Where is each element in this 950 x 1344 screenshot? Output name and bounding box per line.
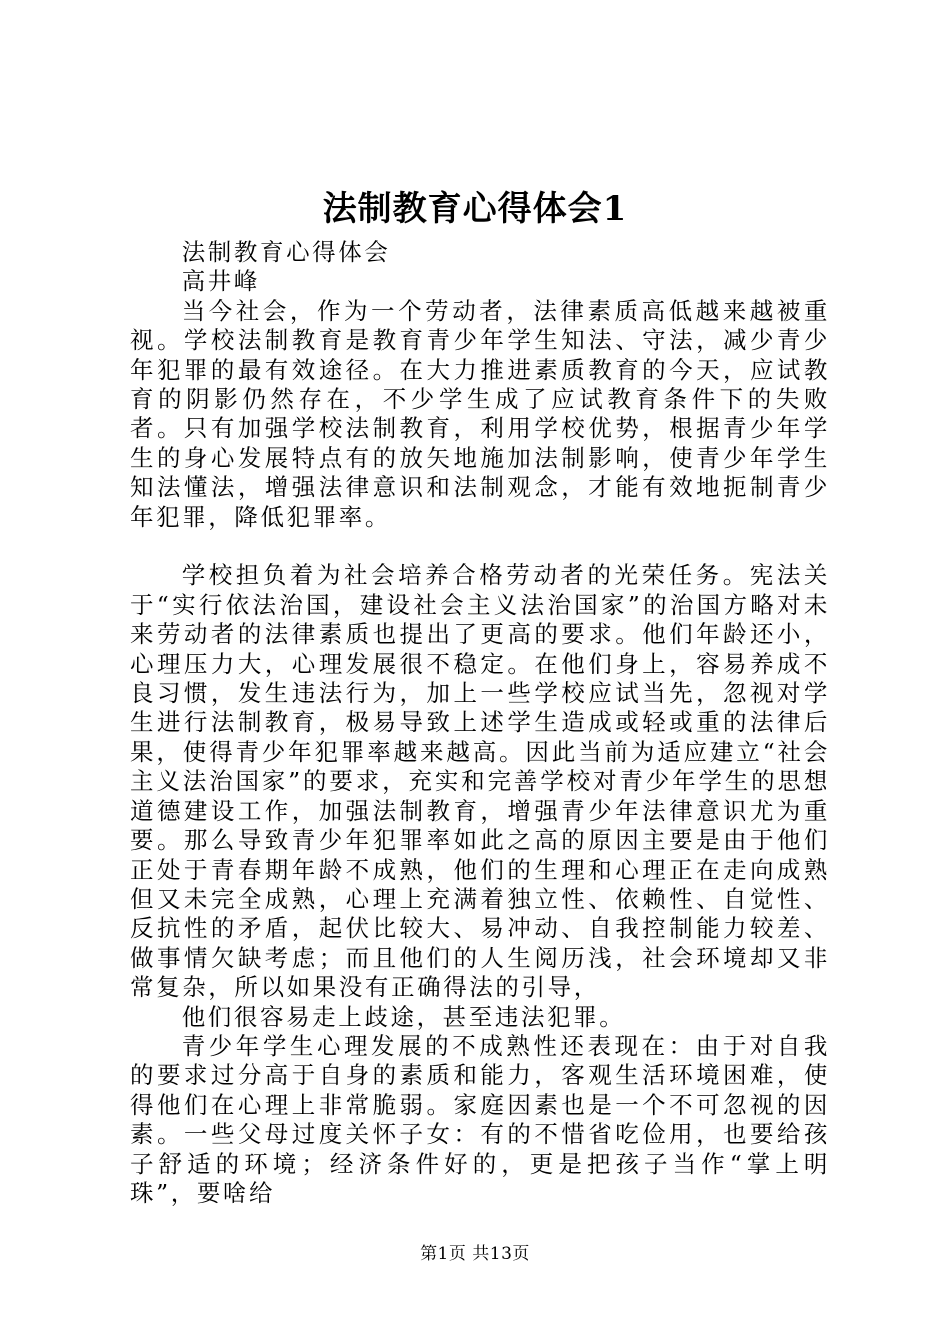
paragraph-gap	[130, 532, 830, 561]
document-title: 法制教育心得体会1	[322, 189, 628, 229]
paragraph-2: 学校担负着为社会培养合格劳动者的光荣任务。宪法关于“实行依法治国，建设社会主义法治国家”的治国方略对未来劳动者的法律素质也提出了更高的要求。他们年龄还小，心理压力大，心理发展很不稳定。在他们身上，容易养成不良习惯，发生违法行为，加上一些学校应试当先，忽视对学生进行法制教育，极易导致上述学生造成或轻或重的法律后果，使得青少年犯罪率越来越高。因此当前为适应建立“社会主义法治国家”的要求，充实和完善学校对青少年学生的思想道德建设工作，加强法制教育，增强青少年法律意识尤为重要。那么导致青少年犯罪率如此之高的原因主要是由于他们正处于青春期年龄不成熟，他们的生理和心理正在走向成熟但又未完全成熟，心理上充满着独立性、依赖性、自觉性、反抗性的矛盾，起伏比较大、易冲动、自我控制能力较差、做事情欠缺考虑；而且他们的人生阅历浅，社会环境却又非常复杂，所以如果没有正确得法的引导，	[130, 561, 830, 1002]
paragraph-3: 他们很容易走上歧途，甚至违法犯罪。	[181, 1002, 626, 1031]
paragraph-4: 青少年学生心理发展的不成熟性还表现在：由于对自我的要求过分高于自身的素质和能力，客观生活环境困难，使得他们在心理上非常脆弱。家庭因素也是一个不可忽视的因素。一些父母过度关怀子女：有的不惜省吃俭用，也要给孩子舒适的环境；经济条件好的，更是把孩子当作“掌上明珠”，要啥给	[130, 1031, 830, 1207]
paragraph-1: 当今社会，作为一个劳动者，法律素质高低越来越被重视。学校法制教育是教育青少年学生知法、守法，减少青少年犯罪的最有效途径。在大力推进素质教育的今天，应试教育的阴影仍然存在，不少学生成了应试教育条件下的失败者。只有加强学校法制教育，利用学校优势，根据青少年学生的身心发展特点有的放矢地施加法制影响，使青少年学生知法懂法，增强法律意识和法制观念，才能有效地扼制青少年犯罪，降低犯罪率。	[130, 296, 830, 531]
document-author: 高井峰	[181, 267, 260, 296]
page-footer: 第1页 共13页	[420, 1244, 530, 1264]
document-subtitle: 法制教育心得体会	[181, 238, 391, 266]
document-body	[130, 238, 830, 1208]
